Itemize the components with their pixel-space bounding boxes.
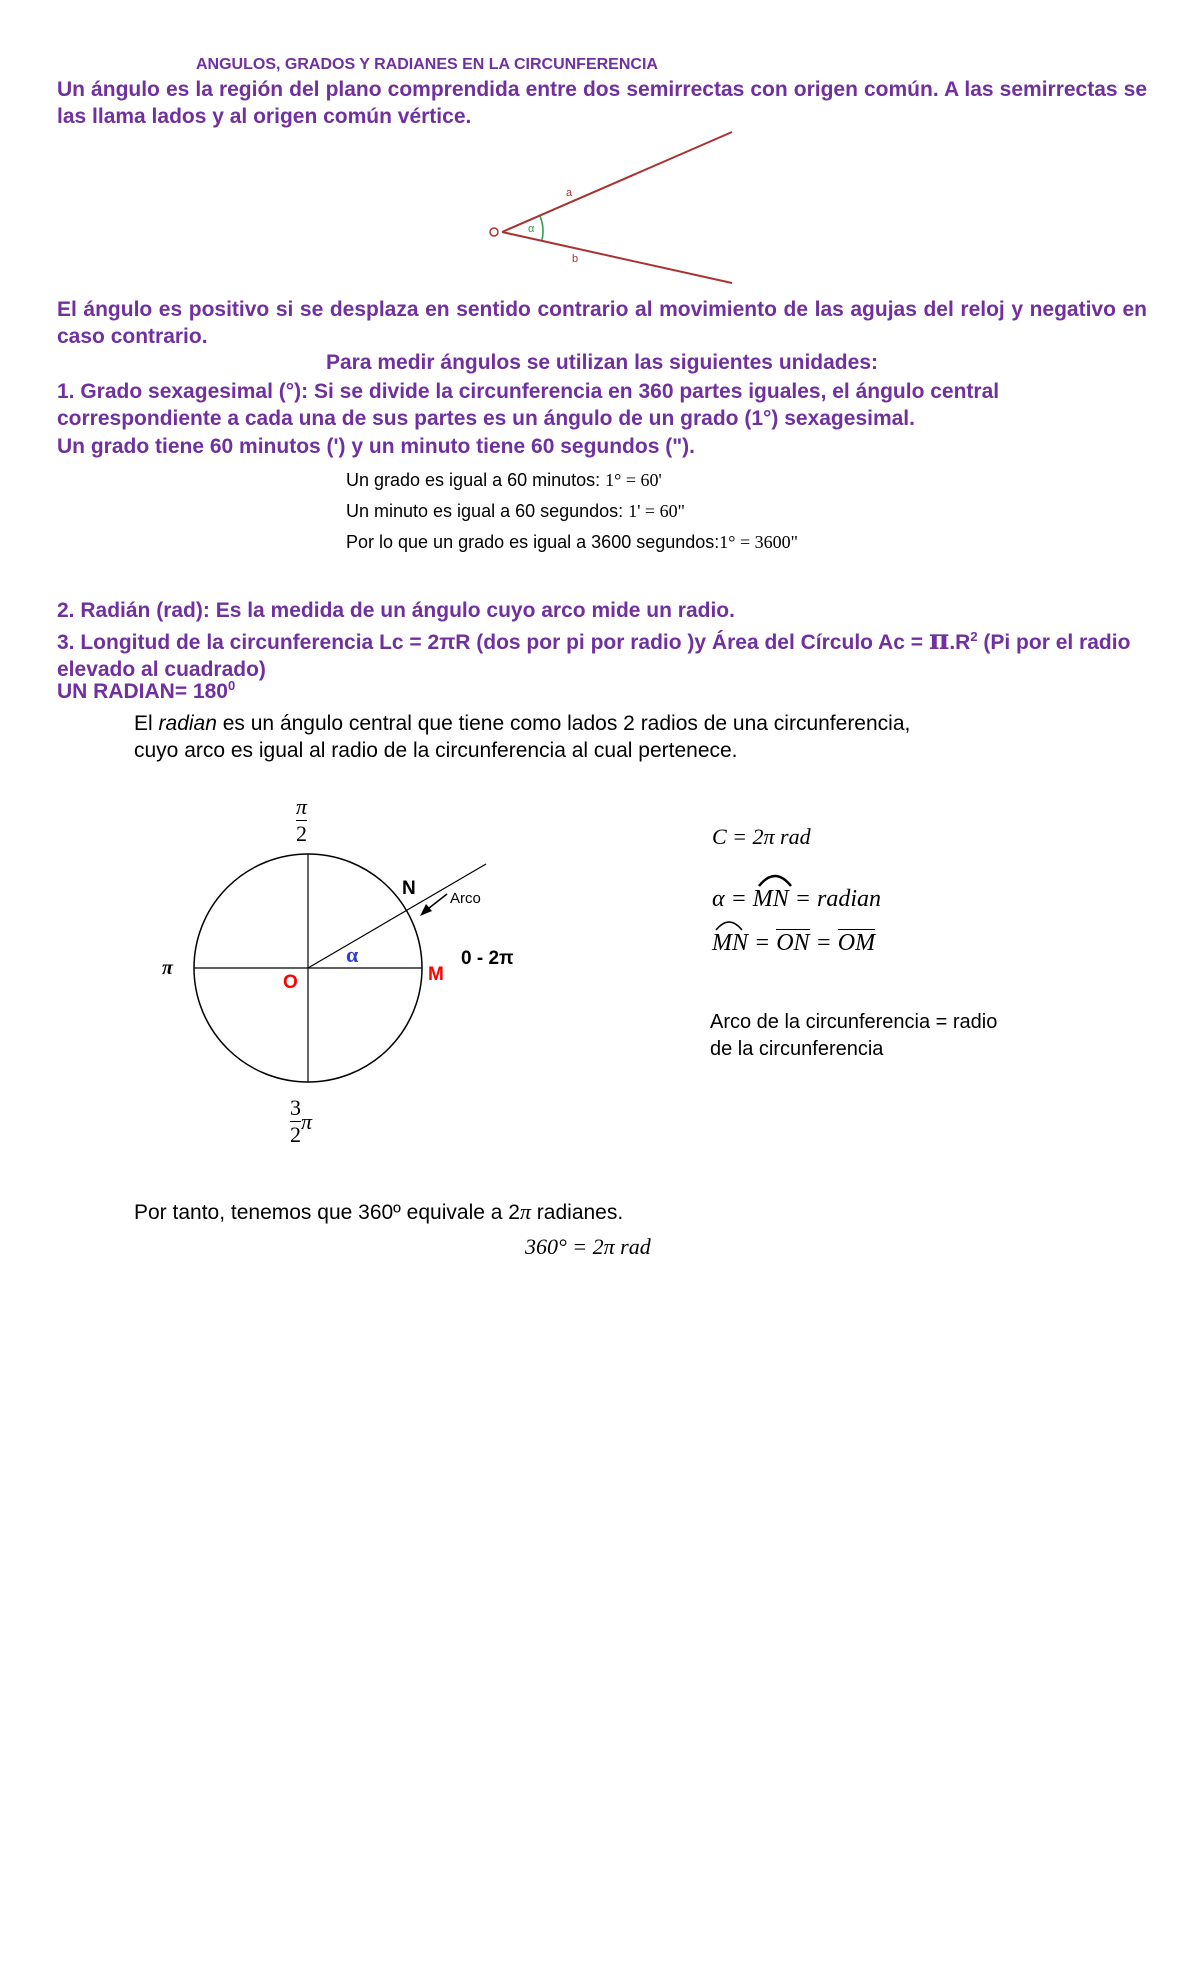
left-pi-label: π: [162, 957, 173, 979]
side-a-label: a: [566, 187, 573, 199]
formula-c: C = 2π rad: [712, 824, 811, 849]
final-formula: 360° = 2π rad: [525, 1234, 651, 1259]
top-fraction: π 2: [296, 794, 308, 846]
equivalence-2: Un minuto es igual a 60 segundos: 1' = 60": [346, 501, 685, 521]
grado-item: 1. Grado sexagesimal (°): Si se divide la circunferencia en 360 partes iguales, el ángulo central correspondiente a cada una de sus partes es un ángulo de un grado (1°) sexagesimal.: [57, 380, 1000, 430]
side-b-line: [502, 232, 732, 283]
grado-minutos: Un grado tiene 60 minutos (') y un minuto tiene 60 segundos (").: [57, 435, 695, 458]
point-m-label: M: [428, 964, 444, 985]
radian-item: 2. Radián (rad): Es la medida de un ángulo cuyo arco mide un radio.: [57, 599, 735, 622]
arco-label: Arco: [450, 890, 481, 907]
bottom-fraction: $\frac{3}{2}$ π: [290, 1095, 313, 1147]
units-heading: Para medir ángulos se utilizan las siguientes unidades:: [326, 351, 878, 374]
formula-alpha: α = MN = radian: [712, 886, 881, 913]
side-b-label: b: [572, 253, 579, 265]
radian-definition-line-2: cuyo arco es igual al radio de la circunferencia al cual pertenece.: [134, 739, 738, 762]
vertex-marker: [490, 228, 498, 236]
circle-figure: [150, 790, 550, 1170]
intro-paragraph: Un ángulo es la región del plano comprendida entre dos semirrectas con origen común. A las semirrectas se las llama lados y al origen común vértice.: [57, 78, 1147, 128]
un-radian: UN RADIAN= $180^0$: [57, 678, 236, 703]
alpha-label: α: [346, 942, 359, 967]
formula-mn: MN = ON = OM: [712, 930, 875, 957]
por-tanto-text: Por tanto, tenemos que 360º equivale a 2π radianes.: [134, 1199, 624, 1224]
radian-definition-line-1: El radian es un ángulo central que tiene como lados 2 radios de una circunferencia,: [134, 712, 911, 735]
positive-angle-text: El ángulo es positivo si se desplaza en sentido contrario al movimiento de las agujas del reloj y negativo en caso contrario.: [57, 298, 1147, 348]
angle-figure: [470, 126, 740, 286]
point-o-label: O: [283, 972, 298, 993]
angle-arc: [540, 216, 543, 240]
equivalence-3: Por lo que un grado es igual a 3600 segundos:1° = 3600": [346, 532, 798, 552]
zero-two-pi-label: 0 - 2π: [461, 948, 514, 969]
page-title: ANGULOS, GRADOS Y RADIANES EN LA CIRCUNFERENCIA: [196, 56, 658, 73]
longitud-item: 3. Longitud de la circunferencia Lc = 2πR (dos por pi por radio )y Área del Círculo $Ac = \pi.R^2$ (Pi por el radio elevado al cuadrado): [57, 623, 1131, 681]
arco-note: Arco de la circunferencia = radio de la circunferencia: [710, 1011, 998, 1060]
equivalence-1: Un grado es igual a 60 minutos: 1° = 60': [346, 470, 662, 490]
arco-arrow-head: [420, 904, 432, 916]
side-a-line: [502, 132, 732, 232]
radius-on: [308, 864, 486, 968]
angle-alpha-label: α: [528, 223, 535, 235]
point-n-label: N: [402, 878, 416, 899]
